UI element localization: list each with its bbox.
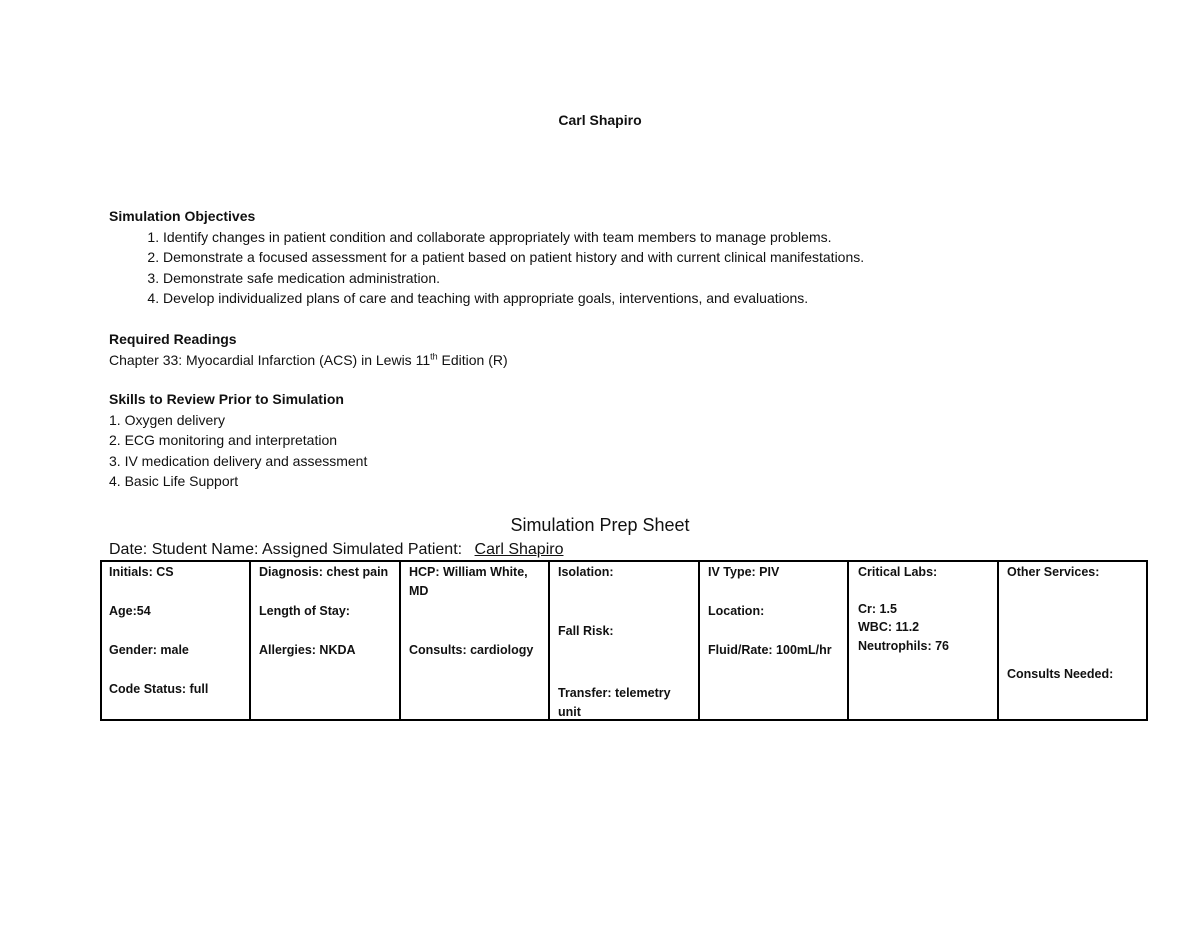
fall-risk-field: Fall Risk: <box>558 624 614 638</box>
document-title: Carl Shapiro <box>558 112 642 128</box>
readings-text <box>109 350 508 371</box>
readings-superscript: th <box>430 350 438 361</box>
other-services-cell <box>998 561 1147 720</box>
wbc-lab-value: WBC: 11.2 <box>858 620 920 634</box>
transfer-field-continued: unit <box>558 705 581 719</box>
objective-item: 4. Develop individualized plans of care and teaching with appropriate goals, interventions, and evaluations. <box>163 288 864 309</box>
isolation-field: Isolation: <box>558 565 614 579</box>
assigned-patient-name: Carl Shapiro <box>474 541 564 558</box>
allergies-field: Allergies: NKDA <box>259 643 356 657</box>
skill-item: 2. ECG monitoring and interpretation <box>109 432 338 448</box>
transfer-field: Transfer: telemetry <box>558 686 671 700</box>
objectives-section <box>109 206 864 309</box>
location-field: Location: <box>708 604 765 618</box>
consults-needed-field: Consults Needed: <box>1007 667 1114 681</box>
diagnosis-field: Diagnosis: chest pain <box>259 565 389 579</box>
critical-labs-heading: Critical Labs: <box>858 565 938 579</box>
readings-text-main: Chapter 33: Myocardial Infarction (ACS) in Lewis 11 <box>109 351 431 368</box>
code-status-field: Code Status: full <box>109 682 209 696</box>
readings-text-edition: Edition (R) <box>437 351 508 368</box>
skill-item: 4. Basic Life Support <box>109 473 239 489</box>
other-services-field: Other Services: <box>1007 565 1100 579</box>
prep-sheet-header-line <box>109 541 623 559</box>
initials-field: Initials: CS <box>109 565 174 579</box>
age-field: Age:54 <box>109 604 151 618</box>
cr-lab-value: Cr: 1.5 <box>858 602 897 616</box>
consults-field: Consults: cardiology <box>409 643 534 657</box>
gender-field: Gender: male <box>109 643 189 657</box>
objective-item: 3. Demonstrate safe medication administration. <box>163 268 864 289</box>
skills-heading: Skills to Review Prior to Simulation <box>109 391 344 407</box>
skills-section <box>109 389 367 492</box>
neutrophils-lab-value: Neutrophils: 76 <box>858 639 949 653</box>
fluid-rate-field: Fluid/Rate: 100mL/hr <box>708 643 832 657</box>
skill-item: 3. IV medication delivery and assessment <box>109 452 368 469</box>
skill-item: 1. Oxygen delivery <box>109 411 225 428</box>
hcp-field: HCP: William White, <box>409 565 528 579</box>
hcp-field-continued: MD <box>409 584 429 598</box>
objectives-list <box>109 227 864 309</box>
readings-section <box>109 329 508 370</box>
objective-item: 1. Identify changes in patient condition and collaborate appropriately with team members to manage problems. <box>163 227 864 248</box>
objective-item: 2. Demonstrate a focused assessment for a patient based on patient history and with current clinical manifestations. <box>163 247 864 268</box>
readings-heading: Required Readings <box>109 331 237 347</box>
objectives-heading: Simulation Objectives <box>109 208 256 224</box>
prep-sheet-title: Simulation Prep Sheet <box>510 515 690 535</box>
length-of-stay-field: Length of Stay: <box>259 604 350 618</box>
prep-sheet-header-label: Date: Student Name: Assigned Simulated Patient: <box>109 541 463 558</box>
iv-type-field: IV Type: PIV <box>708 565 780 579</box>
